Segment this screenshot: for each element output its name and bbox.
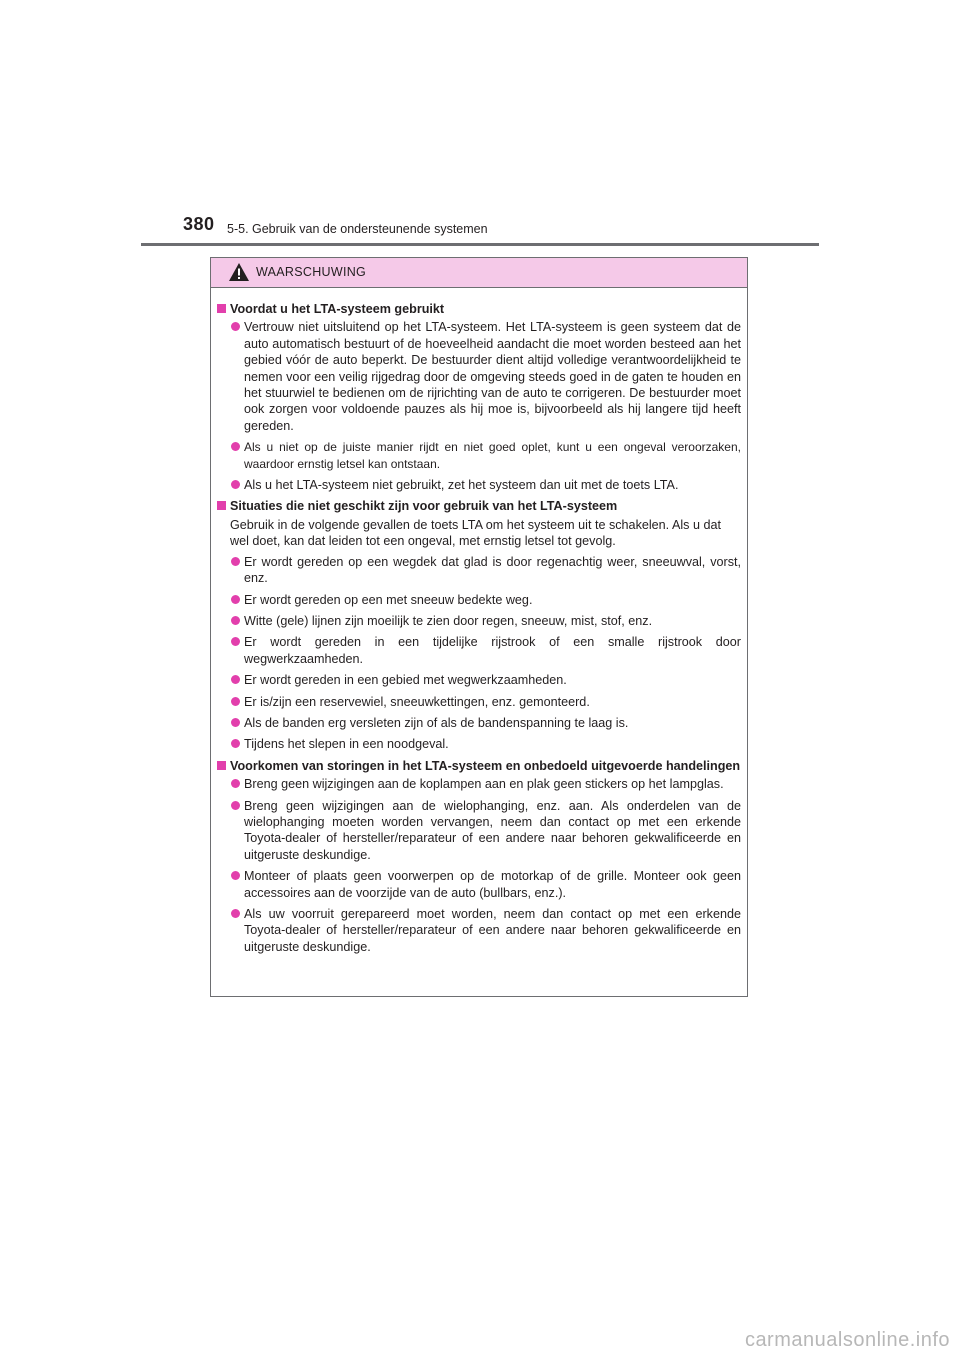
circle-bullet-icon bbox=[231, 595, 240, 604]
warning-section bbox=[217, 758, 741, 955]
list-item-text: Als de banden erg versleten zijn of als de bandenspanning te laag is. bbox=[244, 715, 629, 730]
list-item bbox=[217, 798, 741, 864]
list-item bbox=[217, 319, 741, 434]
section-heading-text: Voordat u het LTA-systeem gebruikt bbox=[230, 302, 445, 316]
list-item-text: Vertrouw niet uitsluitend op het LTA-systeem. Het LTA-systeem is geen systeem dat de auto automatisch bestuurt of de hoeveelheid aandacht die moet worden besteed aan het gebied vóór de auto beperkt. De bestuurder dient altijd volledige verantwoordelijkheid te nemen voor een veilig rijgedrag door de omgeving steeds goed in de gaten te houden en het stuurwiel te bedienen om de rijrichting van de auto te corrigeren. De bestuurder moet ook zorgen voor voldoende pauzes als hij moe is, bijvoorbeeld als hij langere tijd heeft gereden. bbox=[244, 320, 741, 433]
warning-body bbox=[211, 288, 747, 955]
list-item bbox=[217, 868, 741, 901]
section-heading-text: Situaties die niet geschikt zijn voor gebruik van het LTA-systeem bbox=[230, 499, 618, 514]
warning-header bbox=[211, 258, 747, 288]
square-bullet-icon bbox=[217, 304, 226, 313]
header-rule bbox=[141, 243, 819, 246]
list-item bbox=[217, 672, 741, 688]
list-item-text: Er is/zijn een reservewiel, sneeuwkettingen, enz. gemonteerd. bbox=[244, 694, 590, 709]
list-item bbox=[217, 613, 741, 629]
circle-bullet-icon bbox=[231, 322, 240, 331]
square-bullet-icon bbox=[217, 501, 226, 510]
section-intro: Gebruik in de volgende gevallen de toets LTA om het systeem uit te schakelen. Als u dat wel doet, kan dat leiden tot een ongeval, met ernstig letsel tot gevolg. bbox=[230, 517, 721, 549]
circle-bullet-icon bbox=[231, 871, 240, 880]
circle-bullet-icon bbox=[231, 801, 240, 810]
list-item bbox=[217, 592, 741, 608]
list-item-text: Als u het LTA-systeem niet gebruikt, zet het systeem dan uit met de toets LTA. bbox=[244, 478, 679, 493]
list-item-text: Er wordt gereden op een wegdek dat glad is door regenachtig weer, sneeuwval, vorst, enz. bbox=[244, 554, 741, 586]
circle-bullet-icon bbox=[231, 616, 240, 625]
list-item-text: Breng geen wijzigingen aan de koplampen aan en plak geen stickers op het lampglas. bbox=[244, 777, 724, 792]
warning-box bbox=[210, 257, 748, 997]
circle-bullet-icon bbox=[231, 909, 240, 918]
list-item-text: Monteer of plaats geen voorwerpen op de motorkap of de grille. Monteer ook geen accessoires aan de voorzijde van de auto (bullbars, enz.). bbox=[244, 869, 741, 900]
list-item bbox=[217, 776, 741, 792]
circle-bullet-icon bbox=[231, 779, 240, 788]
section-heading bbox=[217, 301, 741, 317]
list-item bbox=[217, 694, 741, 710]
warning-triangle-icon bbox=[228, 262, 250, 282]
warning-section bbox=[217, 498, 741, 752]
list-item-text: Er wordt gereden in een gebied met wegwerkzaamheden. bbox=[244, 673, 567, 688]
circle-bullet-icon bbox=[231, 697, 240, 706]
circle-bullet-icon bbox=[231, 675, 240, 684]
list-item-text: Breng geen wijzigingen aan de wielophanging, enz. aan. Als onderdelen van de wielophanging moeten worden vervangen, neem dan contact op met een erkende Toyota-dealer of hersteller/reparateur of een andere naar behoren gekwalificeerde en uitgeruste deskundige. bbox=[244, 798, 741, 862]
warning-label: WAARSCHUWING bbox=[256, 265, 367, 279]
section-heading bbox=[217, 498, 741, 514]
square-bullet-icon bbox=[217, 761, 226, 770]
circle-bullet-icon bbox=[231, 718, 240, 727]
list-item-text: Er wordt gereden in een tijdelijke rijstrook of een smalle rijstrook door wegwerkzaamheden. bbox=[244, 635, 741, 666]
list-item-text: Er wordt gereden op een met sneeuw bedekte weg. bbox=[244, 592, 533, 607]
list-item bbox=[217, 736, 741, 752]
list-item bbox=[217, 554, 741, 587]
warning-section bbox=[217, 301, 741, 493]
circle-bullet-icon bbox=[231, 480, 240, 489]
list-item bbox=[217, 439, 741, 472]
list-item-text: Tijdens het slepen in een noodgeval. bbox=[244, 737, 449, 752]
circle-bullet-icon bbox=[231, 557, 240, 566]
list-item-text: Als u niet op de juiste manier rijdt en niet goed oplet, kunt u een ongeval veroorzaken, waardoor ernstig letsel kan ontstaan. bbox=[244, 440, 741, 471]
circle-bullet-icon bbox=[231, 739, 240, 748]
list-item bbox=[217, 477, 741, 493]
list-item bbox=[217, 906, 741, 955]
list-item-text: Witte (gele) lijnen zijn moeilijk te zien door regen, sneeuw, mist, stof, enz. bbox=[244, 613, 653, 628]
list-item-text: Als uw voorruit gerepareerd moet worden, neem dan contact op met een erkende Toyota-dealer of hersteller/reparateur of een andere naar behoren gekwalificeerde en uitgeruste deskundige. bbox=[244, 907, 741, 954]
circle-bullet-icon bbox=[231, 637, 240, 646]
footer-watermark: carmanualsonline.info bbox=[744, 1329, 950, 1351]
section-heading-text: Voorkomen van storingen in het LTA-systeem en onbedoeld uitgevoerde handelingen bbox=[230, 758, 741, 773]
list-item bbox=[217, 634, 741, 667]
page-number: 380 bbox=[183, 214, 215, 234]
circle-bullet-icon bbox=[231, 442, 240, 451]
section-title: 5-5. Gebruik van de ondersteunende systemen bbox=[227, 222, 488, 236]
list-item bbox=[217, 715, 741, 731]
section-heading bbox=[217, 758, 741, 774]
